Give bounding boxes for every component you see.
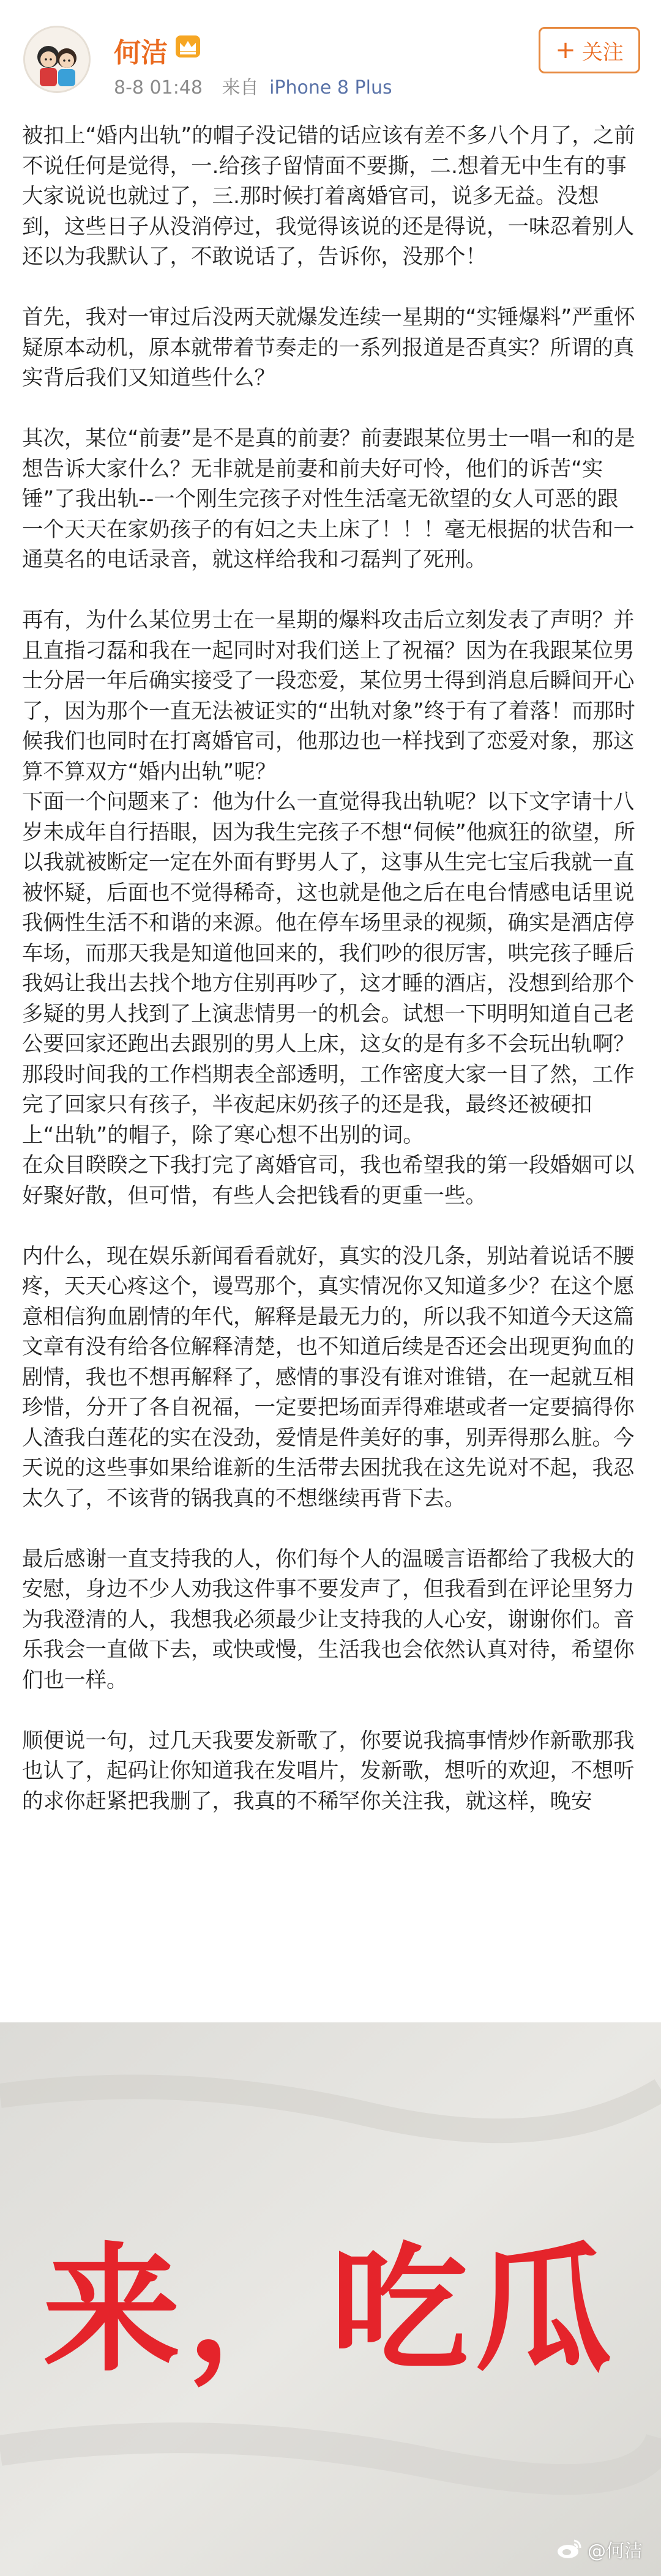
username[interactable]: 何洁 (114, 37, 168, 69)
image-caption: 来，吃瓜 (43, 2230, 618, 2391)
weibo-logo-icon (556, 2538, 583, 2560)
paragraph: 下面一个问题来了：他为什么一直觉得我出轨呢？以下文字请十八岁未成年自行捂眼，因为我生完孩子不想“伺候”他疯狂的欲望，所以我就被断定一定在外面有野男人了，这事从生完七宝后我就一直被怀疑，后面也不觉得稀奇，这也就是他之后在电台情感电话里说我俩性生活不和谐的来源。他在停车场里录的视频，确实是酒店停车场，而那天我是知道他回来的，我们吵的很厉害，哄完孩子睡后我妈让我出去找个地方住别再吵了，这才睡的酒店，没想到给那个多疑的男人找到了上演悲情男一的机会。试想一下明明知道自己老公要回家还跑出去跟别的男人上床，这女的是有多不会玩出轨啊？ (22, 790, 635, 1056)
source-prefix: 来自 (222, 77, 259, 98)
follow-button[interactable] (539, 27, 640, 73)
paragraph: 其次，某位“前妻”是不是真的前妻？前妻跟某位男士一唱一和的是想告诉大家什么？无非就是前妻和前夫好可怜，他们的诉苦“实锤”了我出轨--一个刚生完孩子对性生活毫无欲望的女人可恶的跟一个天天在家奶孩子的有妇之夫上床了！！！毫无根据的状告和一通莫名的电话录音，就这样给我和刁磊判了死刑。 (22, 426, 635, 572)
post-time: 8-8 01:48 (114, 77, 203, 98)
post-meta (114, 72, 392, 99)
paragraph: 首先，我对一审过后没两天就爆发连续一星期的“实锤爆料”严重怀疑原本动机，原本就带着节奏走的一系列报道是否真实？所谓的真实背后我们又知道些什么？ (22, 305, 635, 390)
follow-label: 关注 (581, 40, 624, 65)
watermark-text: @何洁 (588, 2541, 643, 2562)
avatar[interactable] (23, 26, 91, 93)
post-header (0, 0, 661, 116)
plus-icon: + (555, 36, 576, 64)
crown-badge-icon (174, 34, 201, 59)
paragraph: 最后感谢一直支持我的人，你们每个人的温暖言语都给了我极大的安慰，身边不少人劝我这件事不要发声了，但我看到在评论里努力为我澄清的人，我想我必须最少让支持我的人心安，谢谢你们。音乐我会一直做下去，或快或慢，生活我也会依然认真对待，希望你们也一样。 (22, 1546, 635, 1693)
post-content (22, 121, 639, 1847)
post-image[interactable] (0, 2022, 661, 2576)
paragraph: 那段时间我的工作档期表全部透明，工作密度大家一目了然，工作完了回家只有孩子，半夜起床奶孩子的还是我，最终还被硬扣上“出轨”的帽子，除了寒心想不出别的词。 (22, 1062, 635, 1148)
image-watermark (556, 2536, 643, 2563)
avatar-illustration-icon (25, 28, 89, 91)
paragraph: 在众目睽睽之下我打完了离婚官司，我也希望我的第一段婚姻可以好聚好散，但可惜，有些人会把钱看的更重一些。 (22, 1153, 635, 1208)
paragraph: 被扣上“婚内出轨”的帽子没记错的话应该有差不多八个月了，之前不说任何是觉得，一.给孩子留情面不要撕，二.想着无中生有的事大家说说也就过了，三.那时候打着离婚官司，说多无益。没想到，这些日子从没消停过，我觉得该说的还是得说，一味忍着别人还以为我默认了，不敢说话了，告诉你，没那个！ (22, 124, 635, 269)
paragraph: 内什么，现在娱乐新闻看看就好，真实的没几条，别站着说话不腰疼，天天心疼这个，谩骂那个，真实情况你又知道多少？在这个愿意相信狗血剧情的年代，解释是最无力的，所以我不知道今天这篇文章有没有给各位解释清楚，也不知道后续是否还会出现更狗血的剧情，我也不想再解释了，感情的事没有谁对谁错，在一起就互相珍惜，分开了各自祝福，一定要把场面弄得难堪或者一定要搞得你人渣我白莲花的实在没劲，爱情是件美好的事，别弄得那么脏。今天说的这些事如果给谁新的生活带去困扰我在这先说对不起，我忍太久了，不该背的锅我真的不想继续再背下去。 (22, 1244, 635, 1511)
source-device[interactable]: iPhone 8 Plus (269, 77, 392, 98)
paragraph: 顺便说一句，过几天我要发新歌了，你要说我搞事情炒作新歌那我也认了，起码让你知道我在发唱片，发新歌，想听的欢迎，不想听的求你赶紧把我删了，我真的不稀罕你关注我，就这样，晚安 (22, 1728, 635, 1814)
paragraph: 再有，为什么某位男士在一星期的爆料攻击后立刻发表了声明？并且直指刁磊和我在一起同时对我们送上了祝福？因为在我跟某位男士分居一年后确实接受了一段恋爱，某位男士得到消息后瞬间开心了，因为那个一直无法被证实的“出轨对象”终于有了着落！而那时候我们也同时在打离婚官司，他那边也一样找到了恋爱对象，那这算不算双方“婚内出轨”呢？ (22, 608, 635, 784)
